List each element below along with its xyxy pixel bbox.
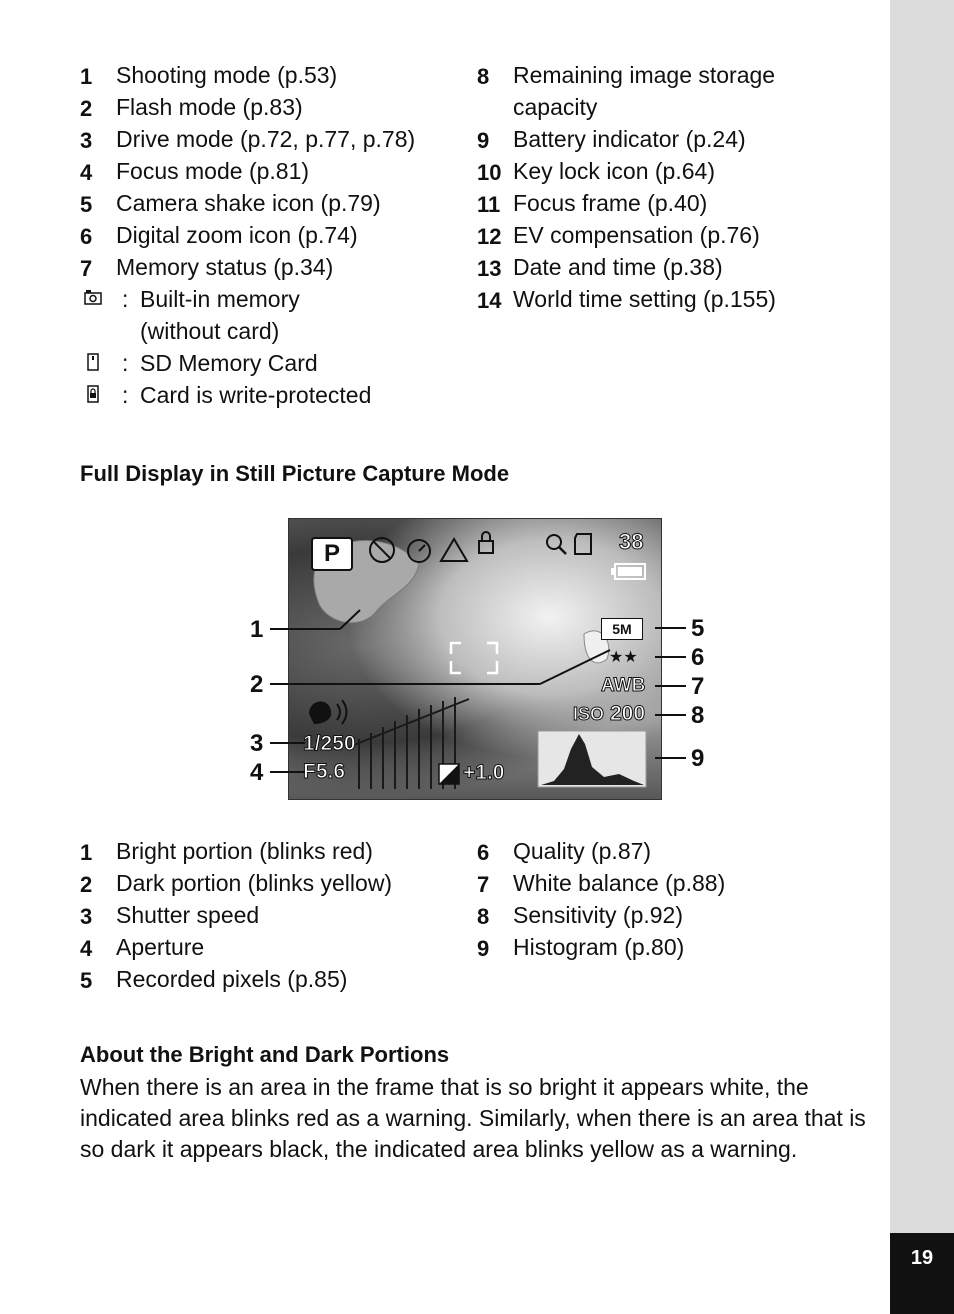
page-number-tab: [890, 1233, 954, 1314]
list-item: 4 Focus mode (p.81): [80, 158, 310, 185]
iso-value: 200: [610, 702, 646, 725]
list-item: 7 White balance (p.88): [477, 870, 726, 897]
landscape-focus-icon: [441, 539, 467, 561]
list-item: 6 Digital zoom icon (p.74): [80, 222, 358, 249]
recorded-pixels: 5M: [601, 618, 643, 640]
camera-screen-illustration: [288, 518, 662, 800]
callout-4: 4: [250, 759, 264, 786]
memory-status-protected: : Card is write-protected: [80, 379, 460, 411]
list-item: 9 Battery indicator (p.24): [477, 126, 746, 153]
list-item: 12 EV compensation (p.76): [477, 222, 760, 249]
list-item: 3 Shutter speed: [80, 902, 260, 929]
bottom-list-left: [80, 835, 460, 995]
ev-value: +1.0: [463, 761, 505, 784]
list-item: 13 Date and time (p.38): [477, 254, 723, 281]
memory-status-text: SD Memory Card: [140, 350, 318, 376]
list-item: 14 World time setting (p.155): [477, 286, 776, 313]
quality-stars: ★★: [609, 649, 638, 666]
about-heading: About the Bright and Dark Portions: [80, 1042, 450, 1067]
write-protected-card-icon: [84, 385, 102, 403]
memory-status-icon: [575, 534, 591, 554]
side-margin-bar: [890, 0, 954, 1314]
list-item: 11 Focus frame (p.40): [477, 190, 708, 217]
list-item: 6 Quality (p.87): [477, 838, 652, 865]
memory-status-built-in: : Built-in memory (without card): [80, 283, 460, 347]
memory-status-text: (without card): [140, 318, 280, 344]
list-item: 8 Remaining image storage capacity: [477, 62, 776, 120]
callout-9: 9: [691, 745, 705, 772]
list-item: 2 Flash mode (p.83): [80, 94, 303, 121]
callout-8: 8: [691, 702, 705, 729]
callout-1: 1: [250, 616, 264, 643]
top-list-right: [477, 59, 877, 315]
about-paragraph: When there is an area in the frame that is so bright it appears white, the indicated area blinks red as a warning. Similarly, when there is an area that is so dark it appears black, the indicated area blinks yellow as a warning.: [80, 1074, 866, 1162]
camera-shake-icon: [309, 702, 331, 724]
list-item: 8 Sensitivity (p.92): [477, 902, 684, 929]
memory-status-text: Card is write-protected: [140, 382, 372, 408]
shutter-speed: 1/250: [303, 732, 356, 755]
list-item: 5 Recorded pixels (p.85): [80, 966, 348, 993]
list-item: 1 Shooting mode (p.53): [80, 62, 338, 89]
sd-card-icon: [84, 353, 102, 371]
shooting-mode-badge: P: [311, 537, 353, 571]
list-item: 2 Dark portion (blinks yellow): [80, 870, 393, 897]
top-list-left: [80, 59, 460, 411]
list-item: 5 Camera shake icon (p.79): [80, 190, 381, 217]
callout-3: 3: [250, 730, 264, 757]
bottom-list-right: [477, 835, 857, 963]
iso-label: ISO: [573, 704, 605, 724]
list-item: 7 Memory status (p.34): [80, 254, 334, 281]
remaining-capacity: 38: [619, 529, 644, 554]
list-item: 9 Histogram (p.80): [477, 934, 685, 961]
memory-status-text: Built-in memory: [140, 286, 300, 312]
digital-zoom-icon: [547, 535, 561, 549]
callout-7: 7: [691, 673, 705, 700]
aperture-value: F5.6: [303, 760, 346, 783]
focus-frame: [451, 643, 497, 673]
built-in-memory-icon: [84, 289, 102, 307]
white-balance: AWB: [601, 675, 646, 696]
list-item: 3 Drive mode (p.72, p.77, p.78): [80, 126, 416, 153]
list-item: 4 Aperture: [80, 934, 205, 961]
callout-5: 5: [691, 615, 705, 642]
list-item: 10 Key lock icon (p.64): [477, 158, 715, 185]
list-item: 1 Bright portion (blinks red): [80, 838, 373, 865]
memory-status-sd: : SD Memory Card: [80, 347, 460, 379]
page-number: 19: [910, 1247, 934, 1269]
callout-6: 6: [691, 644, 705, 671]
callout-2: 2: [250, 671, 264, 698]
key-lock-icon: [479, 541, 493, 553]
section-heading: Full Display in Still Picture Capture Mode: [80, 461, 510, 486]
